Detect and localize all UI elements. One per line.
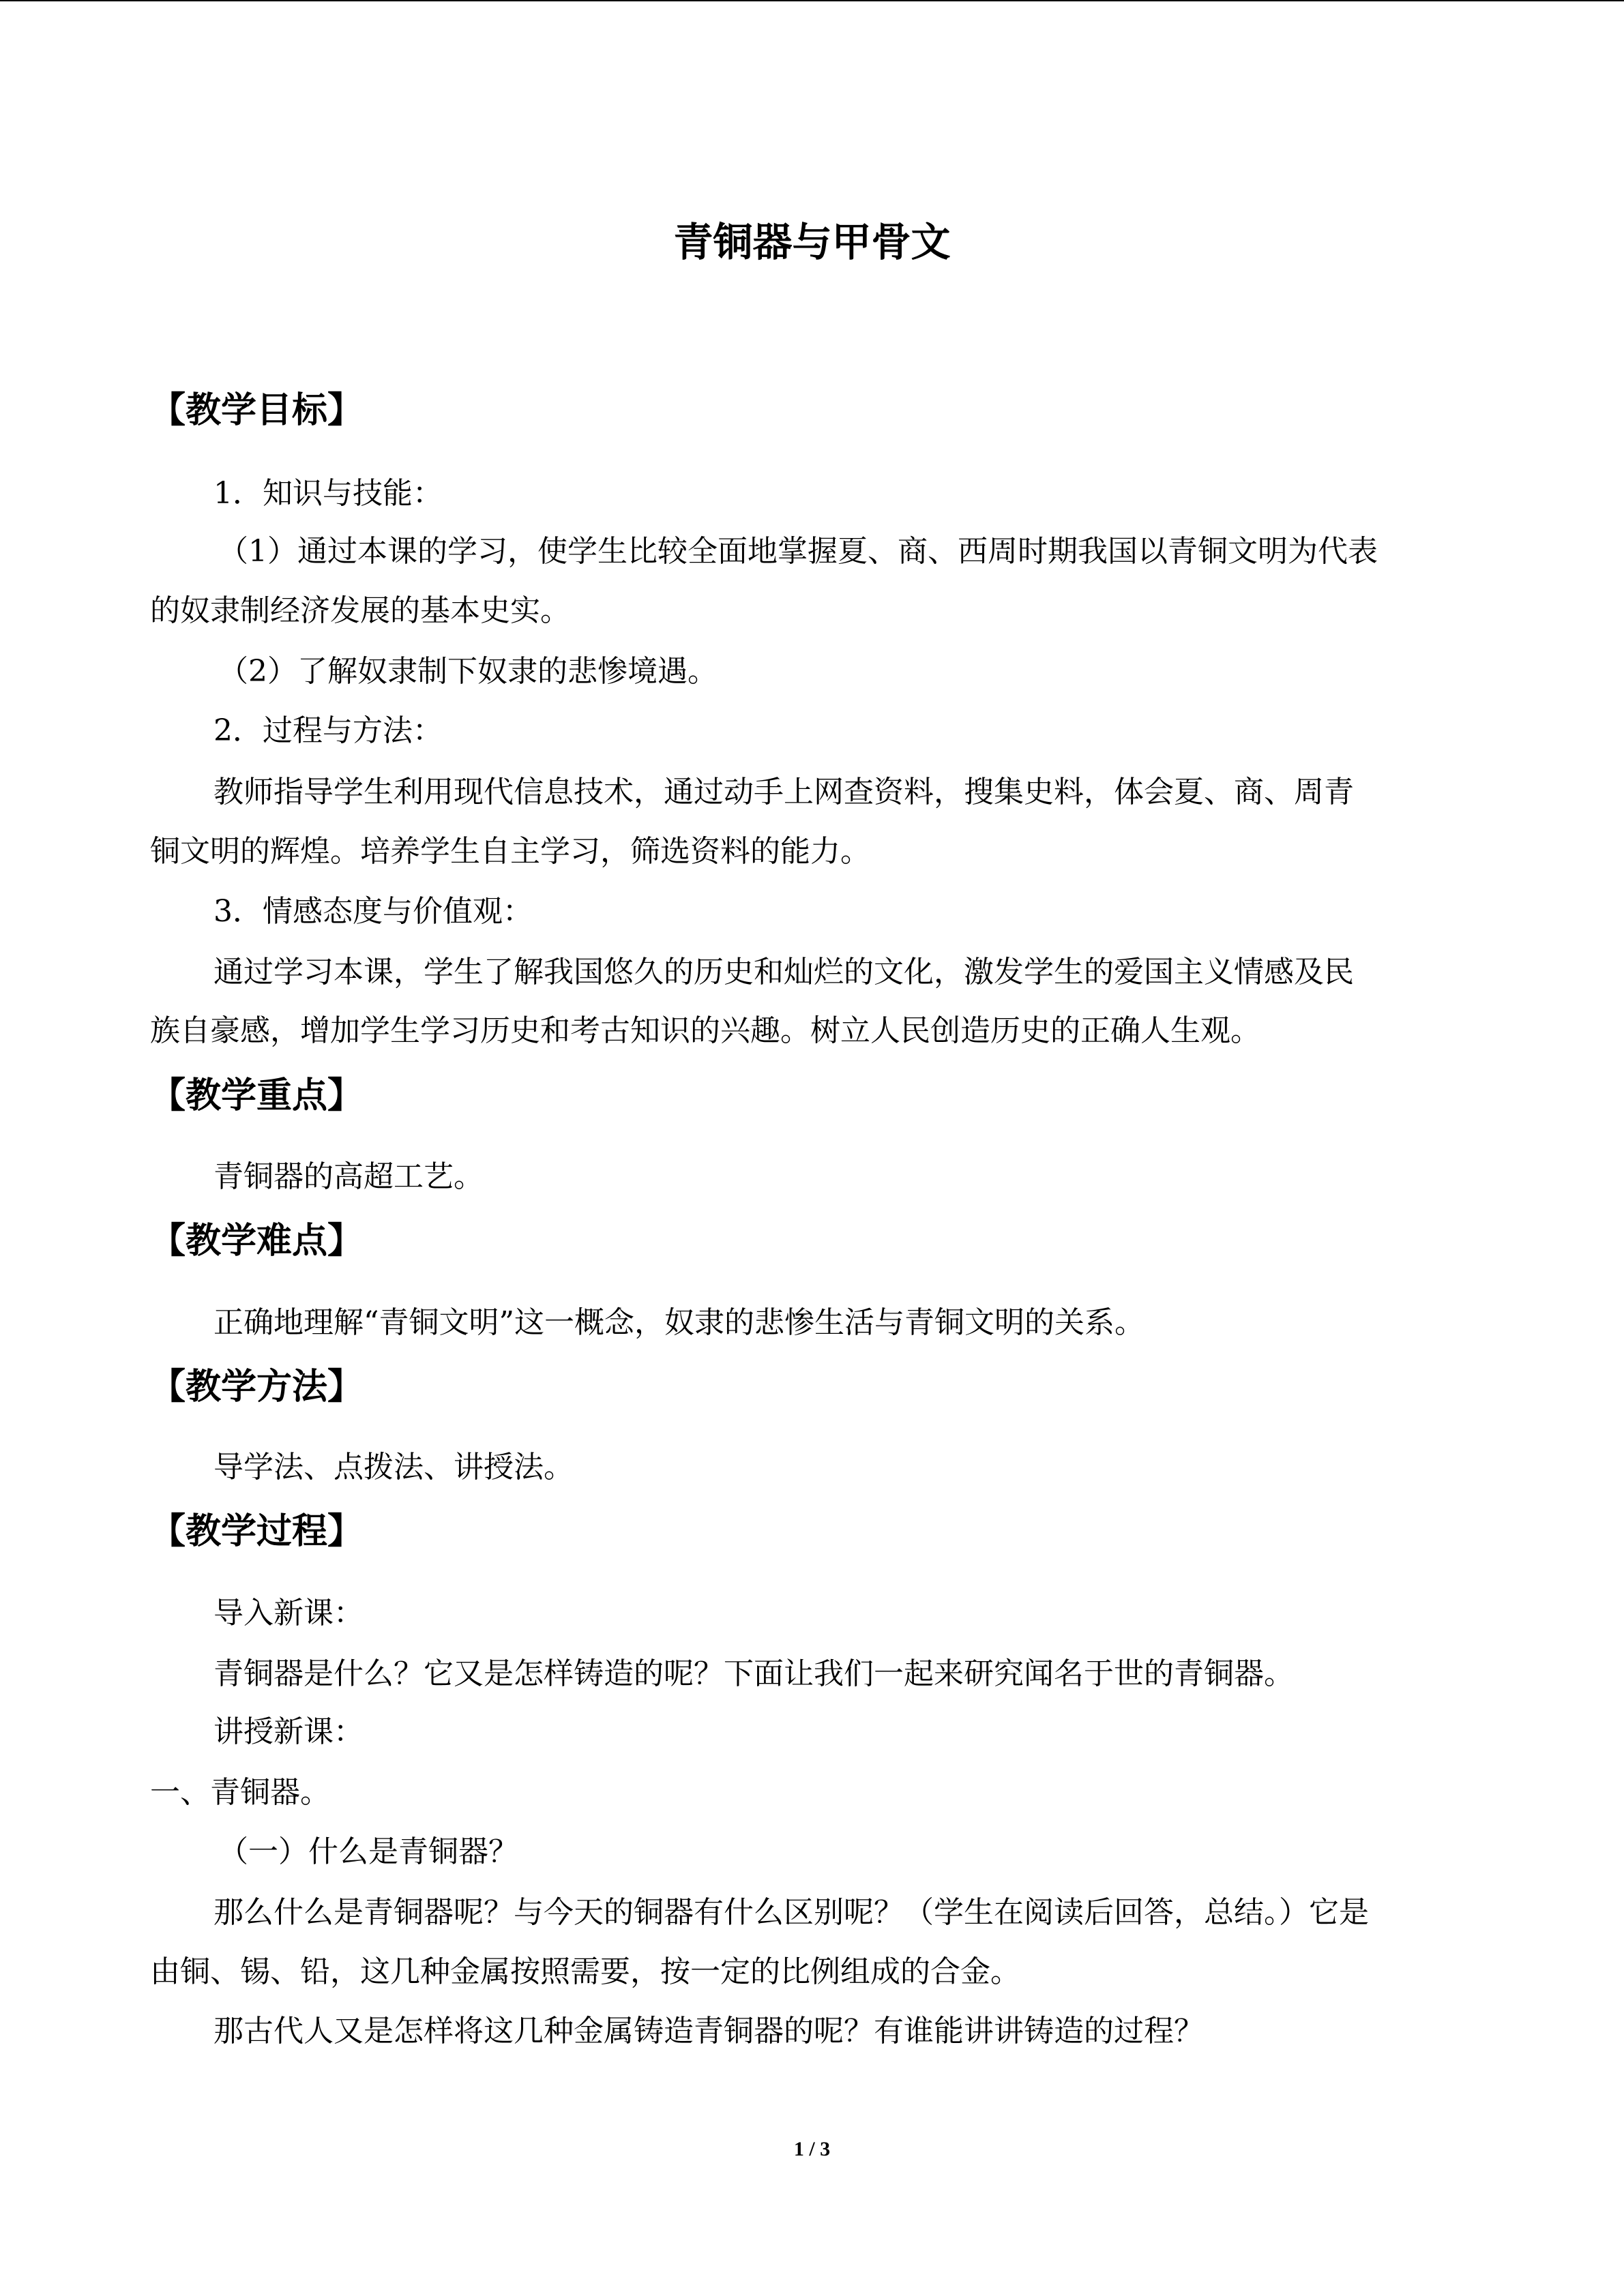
paragraph-2: 那古代人又是怎样将这几种金属铸造青铜器的呢？有谁能讲讲铸造的过程？ <box>213 2014 1204 2048</box>
key-points-text: 青铜器的高超工艺。 <box>213 1159 484 1194</box>
objective-2-line1: 教师指导学生利用现代信息技术，通过动手上网查资料，搜集史料，体会夏、商、周青 <box>213 775 1354 809</box>
section-1-heading: 一、青铜器。 <box>150 1775 330 1810</box>
document-title: 青铜器与甲骨文 <box>673 219 951 265</box>
difficulties-text: 正确地理解“青铜文明”这一概念，奴隶的悲惨生活与青铜文明的关系。 <box>213 1305 1145 1340</box>
objective-1-label: 1．知识与技能： <box>213 476 443 511</box>
objective-2-label: 2．过程与方法： <box>213 713 443 748</box>
process-lecture-label: 讲授新课： <box>213 1714 364 1749</box>
process-intro-text: 青铜器是什么？它又是怎样铸造的呢？下面让我们一起来研究闻名于世的青铜器。 <box>213 1656 1294 1691</box>
paragraph-1-line1: 那么什么是青铜器呢？与今天的铜器有什么区别呢？（学生在阅读后回答，总结。）它是 <box>213 1895 1369 1930</box>
heading-process: 【教学过程】 <box>150 1511 364 1552</box>
objective-3-line2: 族自豪感，增加学生学习历史和考古知识的兴趣。树立人民创造历史的正确人生观。 <box>150 1013 1260 1048</box>
paragraph-1-line2: 由铜、锡、铅，这几种金属按照需要，按一定的比例组成的合金。 <box>150 1954 1020 1989</box>
subsection-1-heading: （一）什么是青铜器？ <box>218 1834 518 1869</box>
process-intro-label: 导入新课： <box>213 1596 364 1630</box>
objective-2-line2: 铜文明的辉煌。培养学生自主学习，筛选资料的能力。 <box>150 834 870 869</box>
objective-1-sub1-line1: （1）通过本课的学习，使学生比较全面地掌握夏、商、西周时期我国以青铜文明为代表 <box>218 534 1378 569</box>
heading-key-points: 【教学重点】 <box>150 1075 364 1116</box>
page-number: 1 / 3 <box>793 2138 831 2160</box>
heading-difficulties: 【教学难点】 <box>150 1221 364 1262</box>
objective-1-sub2: （2）了解奴隶制下奴隶的悲惨境遇。 <box>218 654 718 689</box>
heading-objectives: 【教学目标】 <box>150 390 364 431</box>
objective-3-line1: 通过学习本课，学生了解我国悠久的历史和灿烂的文化，激发学生的爱国主义情感及民 <box>213 955 1354 989</box>
objective-1-sub1-line2: 的奴隶制经济发展的基本史实。 <box>150 593 570 628</box>
methods-text: 导学法、点拨法、讲授法。 <box>213 1450 574 1485</box>
objective-3-label: 3．情感态度与价值观： <box>213 894 533 929</box>
heading-methods: 【教学方法】 <box>150 1367 364 1407</box>
